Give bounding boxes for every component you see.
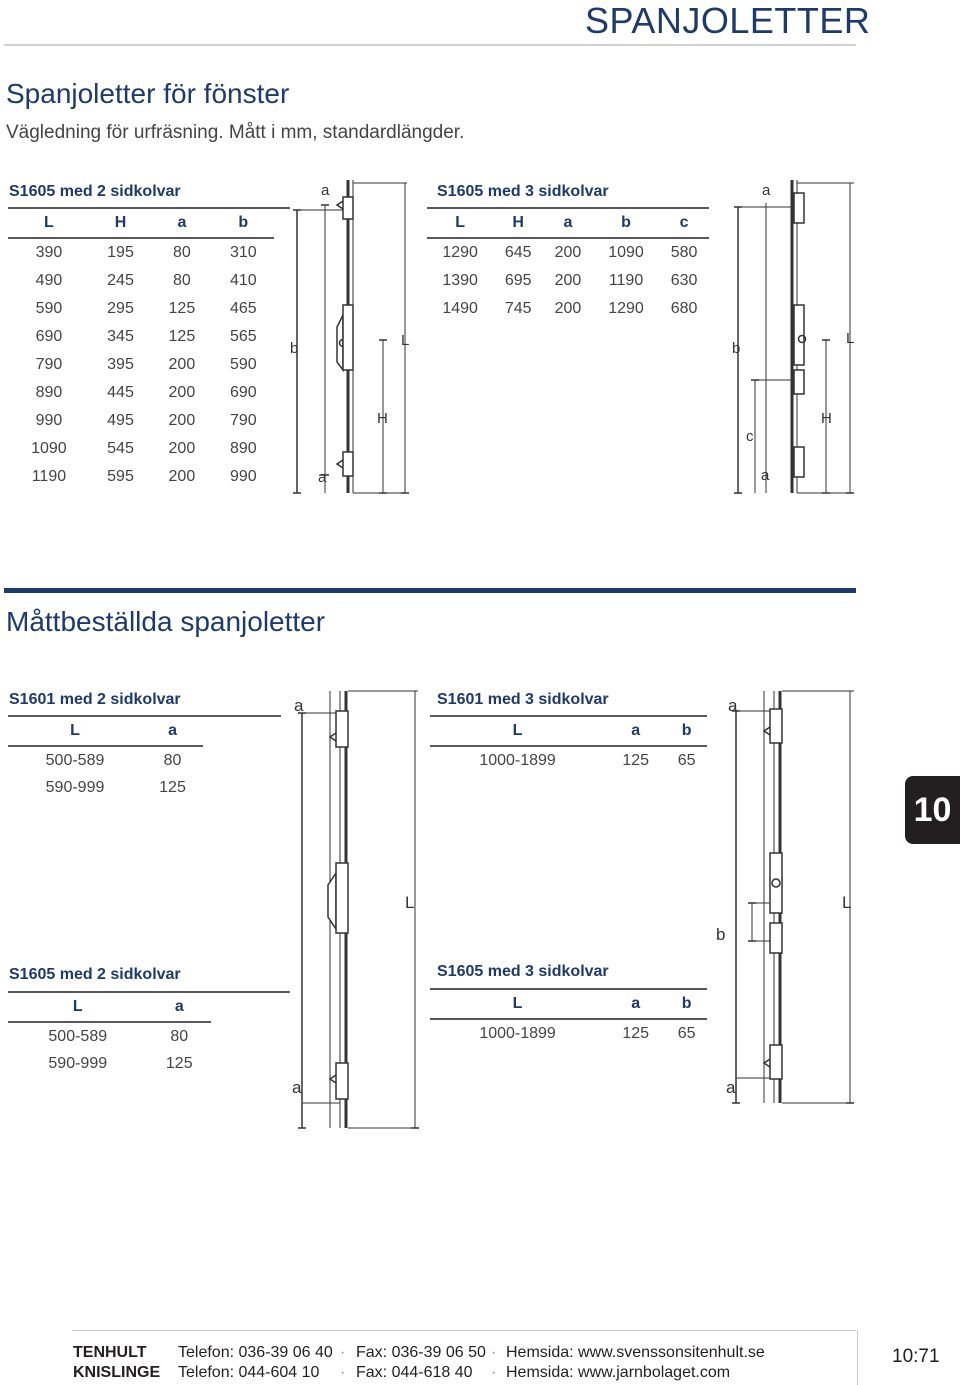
column-header: b <box>666 716 707 746</box>
table-cell: 125 <box>168 328 196 345</box>
dim-label-b: b <box>716 925 726 944</box>
table-cell: 1490 <box>442 300 478 317</box>
footer-rule <box>72 1330 856 1331</box>
header-rule <box>4 44 856 46</box>
table-cell: 80 <box>170 1027 189 1045</box>
section-title: Måttbeställda spanjoletter <box>6 606 326 637</box>
table-title: S1605 med 2 sidkolvar <box>9 183 181 200</box>
table-cell: 590 <box>35 300 63 317</box>
table-cell: 690 <box>229 384 257 401</box>
footer-link[interactable]: Hemsida: www.jarnbolaget.com <box>506 1364 731 1381</box>
page-number: 10:71 <box>892 1346 940 1367</box>
custom-espagnolette-diagram-3-bolts <box>716 683 862 1113</box>
table-cell: 345 <box>107 328 134 345</box>
table-cell: 125 <box>622 1024 650 1042</box>
table-cell: 580 <box>670 244 698 261</box>
table-cell: 200 <box>554 244 582 261</box>
dim-label-a: a <box>318 469 327 486</box>
table-cell: 200 <box>168 440 196 457</box>
footer-phone: Telefon: 036-39 06 40 <box>178 1344 333 1361</box>
footer-company: TENHULT <box>73 1344 147 1361</box>
dim-label-a: a <box>321 182 330 199</box>
table-cell: 200 <box>554 272 582 289</box>
table-cell: 790 <box>229 412 257 429</box>
footer-dot: · <box>491 1364 497 1381</box>
dim-label-a: a <box>294 696 304 715</box>
custom-espagnolette-diagram-2-bolts <box>288 683 428 1143</box>
footer-separator <box>857 1330 858 1385</box>
table-cell: 630 <box>670 272 698 289</box>
table-cell: 1290 <box>442 244 478 261</box>
table-cell: 490 <box>35 272 63 289</box>
table-cell: 1390 <box>442 272 478 289</box>
table-cell: 1000-1899 <box>479 751 556 769</box>
dim-label-a: a <box>761 467 770 484</box>
espagnolette-diagram-2-bolts <box>285 175 415 500</box>
column-header: a <box>148 992 211 1022</box>
table-cell: 200 <box>168 468 196 485</box>
table-row <box>8 774 203 801</box>
table-row <box>430 1019 707 1047</box>
footer-dot: · <box>491 1344 497 1361</box>
table-cell: 65 <box>677 751 696 769</box>
column-header: a <box>605 989 666 1019</box>
table-row <box>8 1022 211 1050</box>
dim-label-L: L <box>846 330 855 347</box>
table-row <box>8 267 274 295</box>
table-row <box>427 267 709 295</box>
table-title: S1605 med 3 sidkolvar <box>437 963 609 980</box>
table-cell: 645 <box>504 244 532 261</box>
table-row <box>8 295 274 323</box>
table-title: S1605 med 2 sidkolvar <box>9 966 181 983</box>
table-cell: 410 <box>229 272 257 289</box>
table-cell: 465 <box>229 300 257 317</box>
table-title: S1605 med 3 sidkolvar <box>437 183 609 200</box>
table-row <box>8 435 274 463</box>
footer-dot: · <box>340 1364 346 1381</box>
spec-table <box>430 989 707 1047</box>
table-row <box>8 351 274 379</box>
table-cell: 500-589 <box>48 1027 108 1045</box>
dim-label-a: a <box>728 696 738 715</box>
table-cell: 590 <box>229 356 257 373</box>
table-header-row <box>8 992 211 1022</box>
table-row <box>8 1050 211 1077</box>
column-header: H <box>493 208 543 238</box>
column-header: L <box>430 716 605 746</box>
spec-table <box>427 208 709 323</box>
table-cell: 125 <box>159 778 186 796</box>
table-cell: 500-589 <box>45 751 105 769</box>
table-cell: 680 <box>670 300 698 317</box>
table-cell: 80 <box>163 751 182 769</box>
table-cell: 1090 <box>608 244 644 261</box>
table-cell: 990 <box>229 468 257 485</box>
column-header: b <box>666 989 707 1019</box>
table-cell: 295 <box>107 300 134 317</box>
dim-label-b: b <box>732 340 741 357</box>
table-row <box>8 238 274 267</box>
table-row <box>8 746 203 774</box>
spec-table <box>430 716 707 774</box>
table-cell: 690 <box>35 328 63 345</box>
table-cell: 390 <box>35 244 63 261</box>
spec-table <box>8 716 203 801</box>
table-cell: 395 <box>107 356 134 373</box>
spec-table <box>8 208 274 491</box>
table-cell: 1000-1899 <box>479 1024 556 1042</box>
table-cell: 125 <box>168 300 196 317</box>
table-header-row <box>430 716 707 746</box>
column-header: a <box>605 716 666 746</box>
table-cell: 125 <box>622 751 650 769</box>
table-cell: 195 <box>107 244 134 261</box>
table-cell: 1290 <box>608 300 644 317</box>
column-header: b <box>213 208 274 238</box>
table-cell: 310 <box>229 244 257 261</box>
table-cell: 745 <box>504 300 532 317</box>
table-cell: 495 <box>107 412 134 429</box>
table-cell: 595 <box>107 468 134 485</box>
table-cell: 565 <box>229 328 257 345</box>
table-cell: 695 <box>504 272 532 289</box>
dim-label-L: L <box>401 332 410 349</box>
espagnolette-diagram-3-bolts <box>728 175 863 500</box>
table-title: S1601 med 2 sidkolvar <box>9 691 181 708</box>
dim-label-a: a <box>762 182 771 199</box>
table-header-row <box>8 208 274 238</box>
dim-label-H: H <box>377 410 388 427</box>
column-header: a <box>543 208 593 238</box>
dim-label-b: b <box>290 340 299 357</box>
table-cell: 1090 <box>31 440 67 457</box>
table-cell: 445 <box>107 384 134 401</box>
table-row <box>8 463 274 491</box>
table-cell: 65 <box>677 1024 696 1042</box>
section-title: Spanjoletter för fönster <box>6 78 290 109</box>
table-cell: 1190 <box>31 468 67 485</box>
table-row <box>8 407 274 435</box>
table-cell: 890 <box>229 440 257 457</box>
dim-label-L: L <box>405 893 415 912</box>
footer-dot: · <box>340 1344 346 1361</box>
column-header: L <box>8 992 148 1022</box>
footer-fax: Fax: 044-618 40 <box>356 1364 473 1381</box>
table-cell: 80 <box>172 272 191 289</box>
table-row <box>8 323 274 351</box>
column-header: L <box>8 208 90 238</box>
dim-label-H: H <box>821 410 832 427</box>
section-divider <box>4 588 856 593</box>
table-cell: 245 <box>107 272 134 289</box>
dim-label-a: a <box>726 1078 736 1097</box>
column-header: a <box>151 208 212 238</box>
table-cell: 200 <box>168 384 196 401</box>
table-header-row <box>427 208 709 238</box>
table-cell: 990 <box>35 412 63 429</box>
column-header: L <box>8 716 142 746</box>
column-header: H <box>90 208 151 238</box>
table-cell: 590-999 <box>45 778 105 796</box>
table-cell: 545 <box>107 440 134 457</box>
footer-company: KNISLINGE <box>73 1364 161 1381</box>
column-header: L <box>430 989 605 1019</box>
dim-label-L: L <box>842 893 852 912</box>
column-header: a <box>142 716 203 746</box>
table-cell: 790 <box>35 356 63 373</box>
table-row <box>427 295 709 323</box>
column-header: L <box>427 208 493 238</box>
table-row <box>8 379 274 407</box>
column-header: c <box>659 208 709 238</box>
table-row <box>430 746 707 774</box>
table-header-row <box>430 989 707 1019</box>
section-subtitle: Vägledning för urfräsning. Mått i mm, standardlängder. <box>6 122 465 143</box>
table-cell: 1190 <box>608 272 644 289</box>
footer-phone: Telefon: 044-604 10 <box>178 1364 320 1381</box>
table-row <box>427 238 709 267</box>
table-header-row <box>8 716 203 746</box>
table-cell: 590-999 <box>48 1054 108 1072</box>
dim-label-c: c <box>746 428 754 445</box>
spec-table <box>8 992 211 1077</box>
footer-fax: Fax: 036-39 06 50 <box>356 1344 486 1361</box>
table-cell: 200 <box>168 356 196 373</box>
chapter-tab: 10 <box>905 776 960 844</box>
column-header: b <box>593 208 659 238</box>
footer-link[interactable]: Hemsida: www.svenssonsitenhult.se <box>506 1344 765 1361</box>
table-cell: 890 <box>35 384 63 401</box>
table-cell: 200 <box>554 300 582 317</box>
table-cell: 80 <box>172 244 191 261</box>
table-cell: 125 <box>165 1054 193 1072</box>
page-header-title: SPANJOLETTER <box>585 0 871 41</box>
table-title: S1601 med 3 sidkolvar <box>437 691 609 708</box>
table-cell: 200 <box>168 412 196 429</box>
dim-label-a: a <box>292 1078 302 1097</box>
